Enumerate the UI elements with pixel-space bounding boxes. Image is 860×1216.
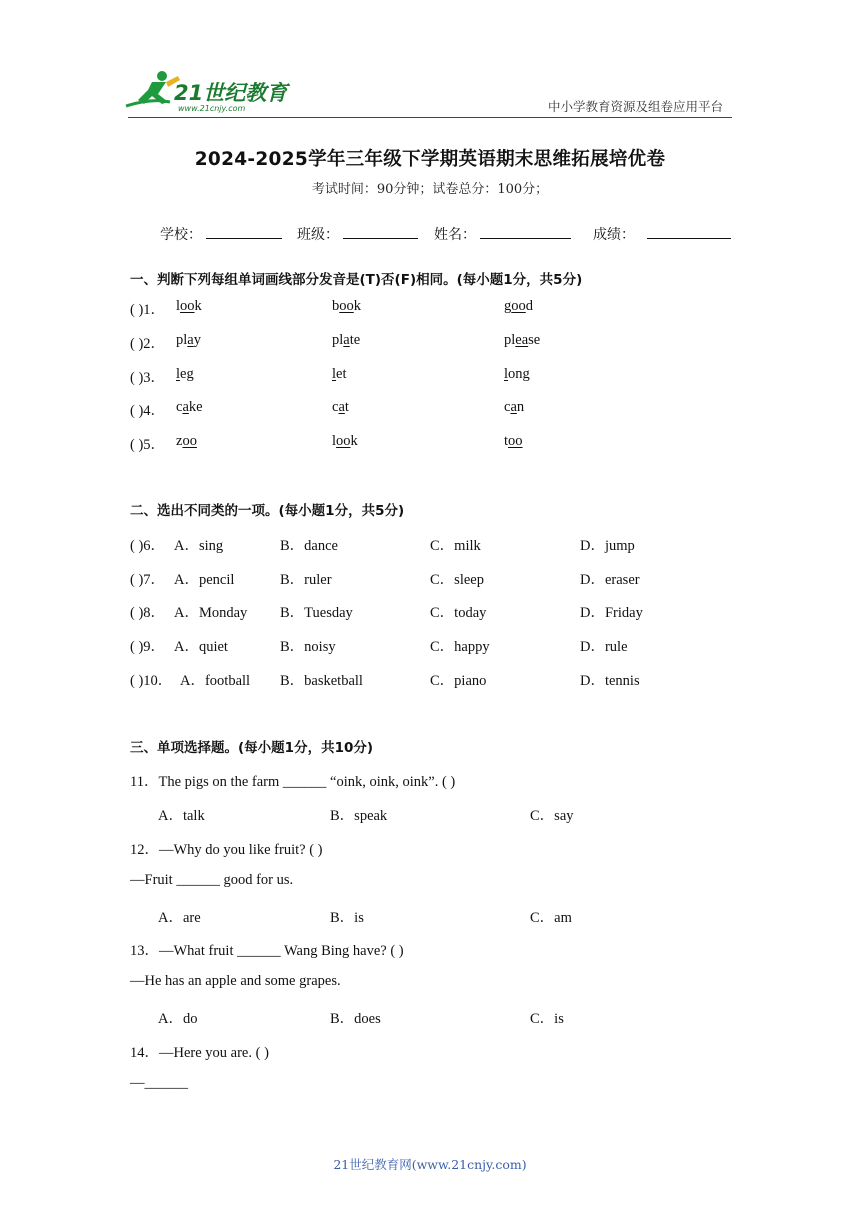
word-part: t <box>504 433 509 449</box>
word-part: b <box>332 298 340 314</box>
word-part: z <box>176 433 183 449</box>
option-a[interactable]: A．quiet <box>174 639 228 655</box>
logo-url: www.21cnjy.com <box>178 104 246 113</box>
option-c[interactable]: C．sleep <box>430 572 484 588</box>
underlined-sound: oo <box>339 298 354 314</box>
question-13-stem: 13．—What fruit ______ Wang Bing have? ( ) <box>130 943 404 959</box>
phonics-word <box>176 332 201 349</box>
phonics-word <box>504 433 523 450</box>
q12-option-b[interactable]: B．is <box>330 910 364 926</box>
option-a[interactable]: A．pencil <box>174 572 235 588</box>
underlined-sound: oo <box>336 433 351 449</box>
class-blank[interactable] <box>343 238 418 239</box>
q13-option-a[interactable]: A．do <box>158 1011 198 1027</box>
word-part: l <box>176 298 181 314</box>
page-title: 2024-2025学年三年级下学期英语期末思维拓展培优卷 <box>194 149 666 170</box>
q13-option-b[interactable]: B．does <box>330 1011 381 1027</box>
word-part: ke <box>188 399 203 415</box>
option-a[interactable]: A．sing <box>174 538 224 554</box>
underlined-sound: a <box>338 399 345 415</box>
word-part: ong <box>508 366 530 382</box>
phonics-word <box>176 298 202 315</box>
q11-option-b[interactable]: B．speak <box>330 808 388 824</box>
option-c[interactable]: C．today <box>430 605 487 621</box>
word-part: et <box>336 366 347 382</box>
word-part: k <box>353 298 361 314</box>
phonics-word <box>504 399 524 416</box>
word-part: k <box>350 433 358 449</box>
q12-option-a[interactable]: A．are <box>158 910 201 926</box>
word-part: eg <box>180 366 194 382</box>
option-d[interactable]: D．jump <box>580 538 635 554</box>
phonics-word <box>504 332 540 349</box>
option-d[interactable]: D．rule <box>580 639 628 655</box>
question-12-stem: 12．—Why do you like fruit? ( ) <box>130 842 323 858</box>
question-11-stem: 11．The pigs on the farm ______ “oink, oink, oink”. ( ) <box>130 774 456 790</box>
site-logo <box>122 68 292 114</box>
item-number[interactable]: ( )3． <box>130 370 166 386</box>
item-number[interactable]: ( )2． <box>130 336 166 352</box>
q12-option-c[interactable]: C．am <box>530 910 572 926</box>
word-part: n <box>516 399 525 415</box>
footer-link[interactable]: 21世纪教育网(www.21cnjy.com) <box>333 1157 527 1172</box>
phonics-word <box>332 298 361 315</box>
item-number[interactable]: ( )8． <box>130 605 166 621</box>
q13-option-c[interactable]: C．is <box>530 1011 564 1027</box>
word-part: se <box>528 332 541 348</box>
word-part: pl <box>332 332 344 348</box>
word-part: te <box>349 332 361 348</box>
underlined-sound: oo <box>182 433 197 449</box>
underlined-sound: oo <box>180 298 195 314</box>
option-d[interactable]: D．tennis <box>580 673 640 689</box>
option-d[interactable]: D．eraser <box>580 572 640 588</box>
word-part: y <box>193 332 201 348</box>
phonics-word <box>504 366 530 383</box>
option-c[interactable]: C．piano <box>430 673 487 689</box>
word-part: l <box>332 433 337 449</box>
question-13-line2: —He has an apple and some grapes. <box>130 973 341 989</box>
q11-option-a[interactable]: A．talk <box>158 808 205 824</box>
section1-heading: 一、判断下列每组单词画线部分发音是(T)否(F)相同。(每小题1分，共5分) <box>130 272 583 288</box>
underlined-sound: l <box>176 366 181 382</box>
logo-text: 21世纪教育 <box>174 81 288 105</box>
phonics-word <box>332 366 347 383</box>
q11-option-c[interactable]: C．say <box>530 808 574 824</box>
underlined-sound: a <box>343 332 350 348</box>
phonics-word <box>332 433 358 450</box>
phonics-word <box>176 433 197 450</box>
name-label: 姓名： <box>434 227 476 243</box>
underlined-sound: a <box>187 332 194 348</box>
word-part: t <box>344 399 349 415</box>
score-label: 成绩： <box>593 227 635 243</box>
item-number[interactable]: ( )6． <box>130 538 166 554</box>
word-part: c <box>504 399 511 415</box>
item-number[interactable]: ( )9． <box>130 639 166 655</box>
section3-heading: 三、单项选择题。(每小题1分，共10分) <box>130 740 374 756</box>
name-blank[interactable] <box>480 238 571 239</box>
phonics-word <box>504 298 533 315</box>
option-b[interactable]: B．dance <box>280 538 338 554</box>
word-part: g <box>504 298 512 314</box>
phonics-word <box>176 399 203 416</box>
word-part: c <box>332 399 339 415</box>
option-c[interactable]: C．milk <box>430 538 481 554</box>
score-blank[interactable] <box>647 238 731 239</box>
option-a[interactable]: A．football <box>180 673 251 689</box>
option-c[interactable]: C．happy <box>430 639 490 655</box>
word-part: pl <box>504 332 516 348</box>
platform-name: 中小学教育资源及组卷应用平台 <box>548 99 724 114</box>
underlined-sound: a <box>510 399 517 415</box>
school-label: 学校： <box>160 227 202 243</box>
option-b[interactable]: B．ruler <box>280 572 332 588</box>
underlined-sound: l <box>504 366 509 382</box>
section2-heading: 二、选出不同类的一项。(每小题1分，共5分) <box>130 503 405 519</box>
header-divider <box>128 117 732 118</box>
question-14-line2: —______ <box>130 1075 188 1091</box>
item-number[interactable]: ( )1． <box>130 302 166 318</box>
phonics-word <box>332 399 349 416</box>
class-label: 班级： <box>297 227 339 243</box>
item-number[interactable]: ( )5． <box>130 437 166 453</box>
underlined-sound: oo <box>511 298 526 314</box>
underlined-sound: a <box>182 399 189 415</box>
option-b[interactable]: B．noisy <box>280 639 336 655</box>
word-part: k <box>194 298 202 314</box>
underlined-sound: l <box>332 366 337 382</box>
word-part: d <box>525 298 533 314</box>
phonics-word <box>176 366 194 383</box>
question-12-line2: —Fruit ______ good for us. <box>130 872 294 888</box>
exam-subtitle: 考试时间：90分钟；试卷总分：100分； <box>311 182 549 197</box>
option-a[interactable]: A．Monday <box>174 605 248 621</box>
underlined-sound: oo <box>508 433 523 449</box>
item-number[interactable]: ( )10． <box>130 673 173 689</box>
option-b[interactable]: B．basketball <box>280 673 363 689</box>
option-d[interactable]: D．Friday <box>580 605 643 621</box>
word-part: c <box>176 399 183 415</box>
item-number[interactable]: ( )4． <box>130 403 166 419</box>
item-number[interactable]: ( )7． <box>130 572 166 588</box>
school-blank[interactable] <box>206 238 282 239</box>
option-b[interactable]: B．Tuesday <box>280 605 353 621</box>
word-part: pl <box>176 332 188 348</box>
question-14-stem: 14．—Here you are. ( ) <box>130 1045 269 1061</box>
phonics-word <box>332 332 360 349</box>
underlined-sound: ea <box>515 332 529 348</box>
